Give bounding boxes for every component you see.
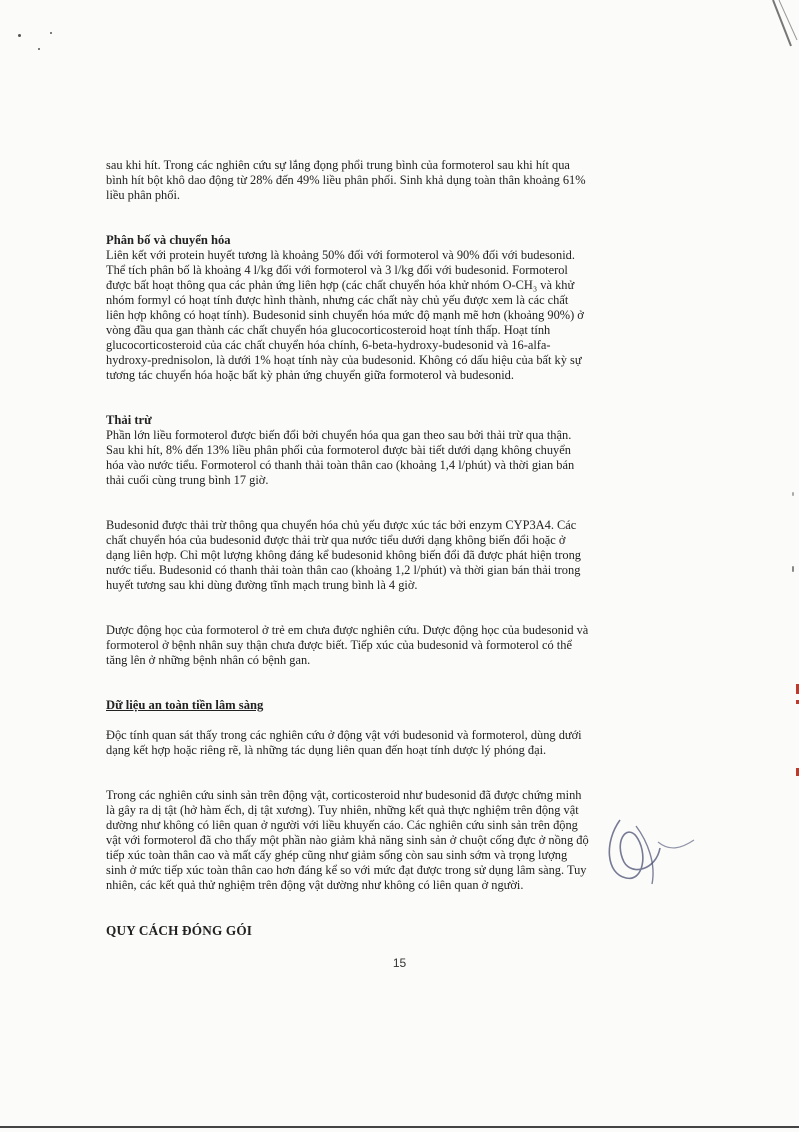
elimination-paragraph-1	[106, 428, 694, 488]
distribution-paragraph	[106, 248, 694, 383]
text-line: là gây ra dị tật (hở hàm ếch, dị tật xương). Tuy nhiên, những kết quả thực nghiệm trên động vật	[106, 803, 579, 817]
text-line: vật với formoterol đã cho thấy một phần nào giảm khả năng sinh sản ở chuột cống đực ở nồng độ	[106, 833, 589, 847]
text-line: Liên kết với protein huyết tương là khoảng 50% đối với formoterol và 90% đối với budesonid.	[106, 248, 575, 262]
text-line: tiếp xúc toàn thân cao và mất cấy ghép cũng như giảm sống còn sau sinh sớm và trọng lượng	[106, 848, 568, 862]
preclinical-paragraph-1	[106, 728, 694, 758]
scan-speck	[18, 34, 21, 37]
text-line: thải cuối cùng trung bình 17 giờ.	[106, 473, 269, 487]
section-heading-preclinical: Dữ liệu an toàn tiền lâm sàng	[106, 698, 264, 712]
text-line: Phần lớn liều formoterol được biến đổi bởi chuyển hóa qua gan theo sau bởi thải trừ qua thận.	[106, 428, 572, 442]
page-bottom-edge	[0, 1126, 799, 1128]
text-line: nhiên, các kết quả thử nghiệm trên động vật dường như không có liên quan ở người.	[106, 878, 524, 892]
text-line: formoterol ở bệnh nhân suy thận chưa được biết. Tiếp xúc của budesonid và formoterol có thể	[106, 638, 572, 652]
section-heading-packaging: QUY CÁCH ĐÓNG GÓI	[106, 923, 253, 938]
text-line: Độc tính quan sát thấy trong các nghiên cứu ở động vật với budesonid và formoterol, dùng dưới	[106, 728, 582, 742]
text-line: nước tiểu. Budesonid có thanh thải toàn thân cao (khoảng 1,2 l/phút) và thời gian bán thải trong	[106, 563, 581, 577]
text-line: vòng đầu qua gan thành các chất chuyển hóa glucocorticosteroid hoạt tính thấp. Hoạt tính	[106, 323, 551, 337]
text-line: dường như không có liên quan ở người với liều khuyến cáo. Các nghiên cứu sinh sản trên động	[106, 818, 578, 832]
corner-fold-icon	[759, 0, 799, 60]
text-line: Thể tích phân bố là khoảng 4 l/kg đối với formoterol và 3 l/kg đối với budesonid. Formoterol	[106, 263, 568, 277]
text-line: chất chuyển hóa của budesonid được thải trừ qua nước tiểu dưới dạng không biến đổi hoặc ở	[106, 533, 566, 547]
text-line: hóa vào nước tiểu. Formoterol có thanh thải toàn thân cao (khoảng 1,4 l/phút) và thời gian bán	[106, 458, 575, 472]
scan-speck	[38, 48, 40, 50]
section-heading-distribution: Phân bố và chuyển hóa	[106, 233, 231, 247]
text-line: sinh ở mức tiếp xúc toàn thân cao hơn đáng kể so với mức đạt được trong sử dụng lâm sàng. Tuy	[106, 863, 587, 877]
text-line: hydroxy-prednisolon, là dưới 1% hoạt tính này của budesonid. Không có dấu hiệu của bất kỳ sự	[106, 353, 582, 367]
text-line: huyết tương sau khi dùng đường tĩnh mạch trung bình là 4 giờ.	[106, 578, 418, 592]
signature-icon	[596, 812, 706, 892]
scan-speck	[792, 492, 794, 496]
intro-paragraph	[106, 158, 694, 203]
text-line: Sau khi hít, 8% đến 13% liều phân phối của formoterol được bài tiết dưới dạng không chuyển	[106, 443, 571, 457]
text-line: tăng lên ở những bệnh nhân có bệnh gan.	[106, 653, 311, 667]
text-line: nhóm formyl có hoạt tính được hình thành, nhưng các chất này chủ yếu được xem là các chất	[106, 293, 569, 307]
text-line: liều phân phối.	[106, 188, 180, 202]
elimination-paragraph-3	[106, 623, 694, 668]
text-line: liên hợp không có hoạt tính). Budesonid sinh chuyển hóa mức độ mạnh mẽ hơn (khoảng 90%) ở	[106, 308, 584, 322]
text-line: bình hít bột khô dao động từ 28% đến 49% liều phân phối. Sinh khả dụng toàn thân khoảng 61%	[106, 173, 586, 187]
scan-speck	[792, 566, 794, 572]
text-line: dạng kết hợp hoặc riêng rẽ, là những tác dụng liên quan đến hoạt tính dược lý phóng đại.	[106, 743, 547, 757]
text-line: Trong các nghiên cứu sinh sản trên động vật, corticosteroid như budesonid đã được chứng minh	[106, 788, 582, 802]
page-number: 15	[392, 956, 407, 970]
section-heading-elimination: Thải trừ	[106, 413, 152, 427]
text-line: glucocorticosteroid của các chất chuyển hóa chính, 6-beta-hydroxy-budesonid và 16-alfa-	[106, 338, 551, 352]
text-line: dạng liên hợp. Chỉ một lượng không đáng kể budesonid không biến đổi đã được phát hiện trong	[106, 548, 581, 562]
text-line: sau khi hít. Trong các nghiên cứu sự lắng đọng phổi trung bình của formoterol sau khi hít qua	[106, 158, 570, 172]
scan-speck	[50, 32, 52, 34]
text-line: Budesonid được thải trừ thông qua chuyển hóa chủ yếu được xúc tác bởi enzym CYP3A4. Các	[106, 518, 577, 532]
text-line: Dược động học của formoterol ở trẻ em chưa được nghiên cứu. Dược động học của budesonid và	[106, 623, 589, 637]
text-line: được bất hoạt thông qua các phản ứng liên hợp (các chất chuyển hóa khử nhóm O-CH₃ và khử	[106, 278, 575, 292]
elimination-paragraph-2	[106, 518, 694, 593]
text-line: tương tác chuyển hóa hoặc bất kỳ phản ứng chuyển giữa formoterol và budesonid.	[106, 368, 514, 382]
